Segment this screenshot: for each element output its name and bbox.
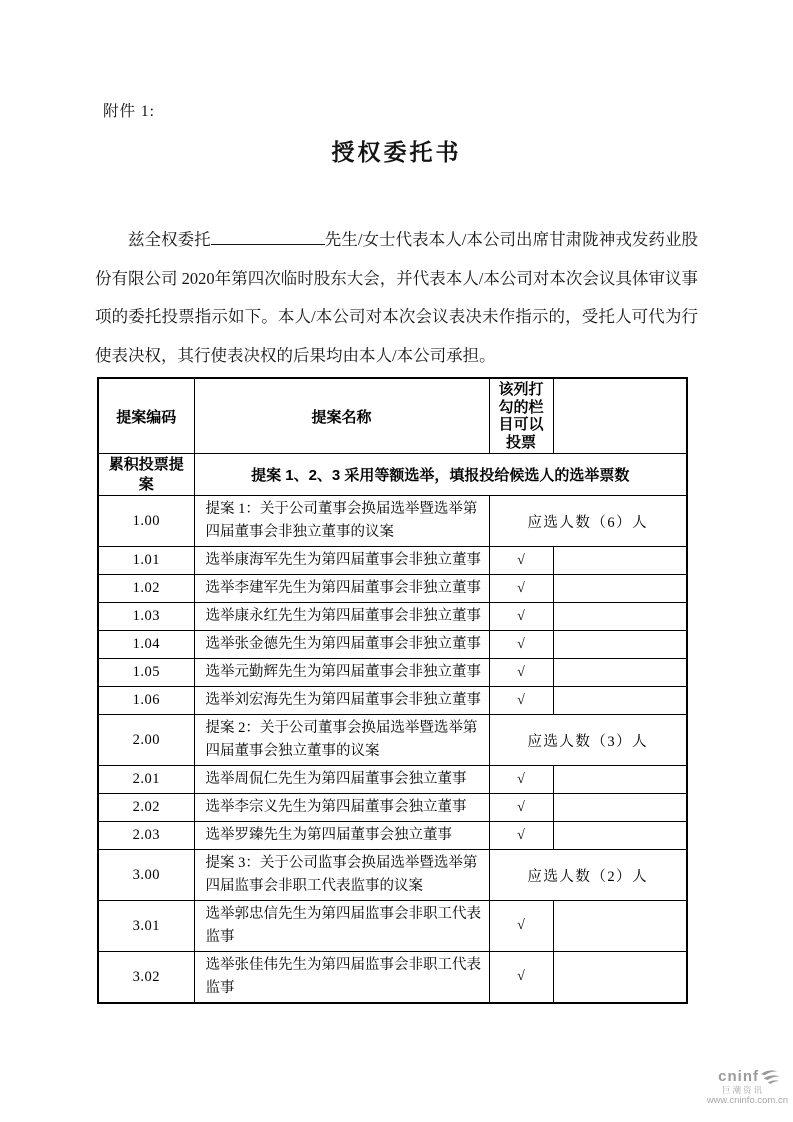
attachment-label: 附件 1: [103, 103, 155, 120]
cell-code: 1.03 [98, 603, 194, 631]
cell-proposal-name: 选举李建军先生为第四届董事会非独立董事 [194, 575, 489, 603]
cell-vote-blank [553, 547, 687, 575]
cell-vote-blank [553, 603, 687, 631]
proxy-vote-table [97, 377, 688, 1004]
cell-code: 3.01 [98, 901, 194, 952]
cninfo-site-name: 巨潮资讯 [721, 1085, 764, 1096]
cell-proposal-name: 选举刘宏海先生为第四届董事会非独立董事 [194, 687, 489, 715]
cell-code: 3.00 [98, 850, 194, 901]
cell-vote-blank [553, 766, 687, 794]
table-row [98, 547, 687, 575]
cell-code: 1.05 [98, 659, 194, 687]
cell-note: 应选人数（3）人 [489, 715, 687, 766]
cell-vote-blank [553, 575, 687, 603]
cell-note: 应选人数（2）人 [489, 850, 687, 901]
cell-checkmark: √ [489, 603, 553, 631]
intro-body: 先生/女士代表本人/本公司出席甘肃陇神戎发药业股份有限公司 2020年第四次临时股东大会，并代表本人/本公司对本次会议具体审议事项的委托投票指示如下。本人/本公司对本次会议表决未作指示的，受托人可代为行使表决权，其行使表决权的后果均由本人/本公司承担。 [95, 230, 699, 365]
cell-vote-blank [553, 659, 687, 687]
cell-proposal-name: 选举元勤辉先生为第四届董事会非独立董事 [194, 659, 489, 687]
cninfo-logo-icon [760, 1069, 780, 1085]
header-cell-vote: 该列打勾的栏目可以投票 [489, 378, 553, 454]
cell-checkmark: √ [489, 822, 553, 850]
cninfo-site-url: www.cninfo.com.cn [706, 1095, 788, 1107]
header-cell-blank [553, 378, 687, 454]
cell-code: 1.02 [98, 575, 194, 603]
cell-vote-blank [553, 901, 687, 952]
cell-code: 2.02 [98, 794, 194, 822]
cell-checkmark: √ [489, 575, 553, 603]
cell-note: 应选人数（6）人 [489, 496, 687, 547]
header-cell-name: 提案名称 [194, 378, 489, 454]
cell-proposal-name: 选举罗臻先生为第四届董事会独立董事 [194, 822, 489, 850]
table-row-group [98, 715, 687, 766]
cell-checkmark: √ [489, 952, 553, 1004]
cell-code: 1.01 [98, 547, 194, 575]
table-row [98, 631, 687, 659]
table-row [98, 766, 687, 794]
proxy-name-blank [211, 230, 325, 245]
cell-proposal-name: 选举康永红先生为第四届董事会非独立董事 [194, 603, 489, 631]
cninfo-brand-text: cninf [718, 1068, 759, 1085]
cell-code: 1.00 [98, 496, 194, 547]
intro-paragraph [95, 221, 698, 375]
table-header-row [98, 378, 687, 454]
cell-checkmark: √ [489, 901, 553, 952]
header-cell-code: 提案编码 [98, 378, 194, 454]
page-title: 授权委托书 [331, 139, 462, 165]
table-row [98, 952, 687, 1004]
cell-checkmark: √ [489, 547, 553, 575]
table-subheader-row [98, 454, 687, 496]
cell-code: 1.04 [98, 631, 194, 659]
cell-checkmark: √ [489, 631, 553, 659]
cell-proposal-name: 选举郭忠信先生为第四届监事会非职工代表监事 [194, 901, 489, 952]
cell-checkmark: √ [489, 687, 553, 715]
cell-proposal-name: 选举周侃仁先生为第四届董事会独立董事 [194, 766, 489, 794]
table-row [98, 603, 687, 631]
cell-proposal-name: 选举张金德先生为第四届董事会非独立董事 [194, 631, 489, 659]
cell-proposal-name: 提案 3：关于公司监事会换届选举暨选举第四届监事会非职工代表监事的议案 [194, 850, 489, 901]
intro-lead: 兹全权委托 [128, 230, 211, 249]
cell-code: 2.03 [98, 822, 194, 850]
cell-code: 3.02 [98, 952, 194, 1004]
table-row [98, 794, 687, 822]
subheader-cell-instruction: 提案 1、2、3 采用等额选举，填报投给候选人的选举票数 [194, 454, 687, 496]
table-row [98, 687, 687, 715]
cell-code: 1.06 [98, 687, 194, 715]
table-row-group [98, 850, 687, 901]
cell-code: 2.01 [98, 766, 194, 794]
cell-checkmark: √ [489, 794, 553, 822]
cell-proposal-name: 选举康海军先生为第四届董事会非独立董事 [194, 547, 489, 575]
cell-checkmark: √ [489, 766, 553, 794]
table-row-group [98, 496, 687, 547]
table-row [98, 822, 687, 850]
cell-proposal-name: 提案 2：关于公司董事会换届选举暨选举第四届董事会独立董事的议案 [194, 715, 489, 766]
cell-vote-blank [553, 794, 687, 822]
cell-vote-blank [553, 687, 687, 715]
cell-code: 2.00 [98, 715, 194, 766]
cell-vote-blank [553, 631, 687, 659]
cninfo-watermark [688, 1069, 788, 1107]
cell-vote-blank [553, 822, 687, 850]
cell-checkmark: √ [489, 659, 553, 687]
table-row [98, 575, 687, 603]
cell-proposal-name: 选举李宗义先生为第四届董事会独立董事 [194, 794, 489, 822]
cell-proposal-name: 选举张佳伟先生为第四届监事会非职工代表监事 [194, 952, 489, 1004]
subheader-cell-cumulative: 累积投票提案 [98, 454, 194, 496]
cell-proposal-name: 提案 1：关于公司董事会换届选举暨选举第四届董事会非独立董事的议案 [194, 496, 489, 547]
table-row [98, 901, 687, 952]
table-row [98, 659, 687, 687]
cell-vote-blank [553, 952, 687, 1004]
